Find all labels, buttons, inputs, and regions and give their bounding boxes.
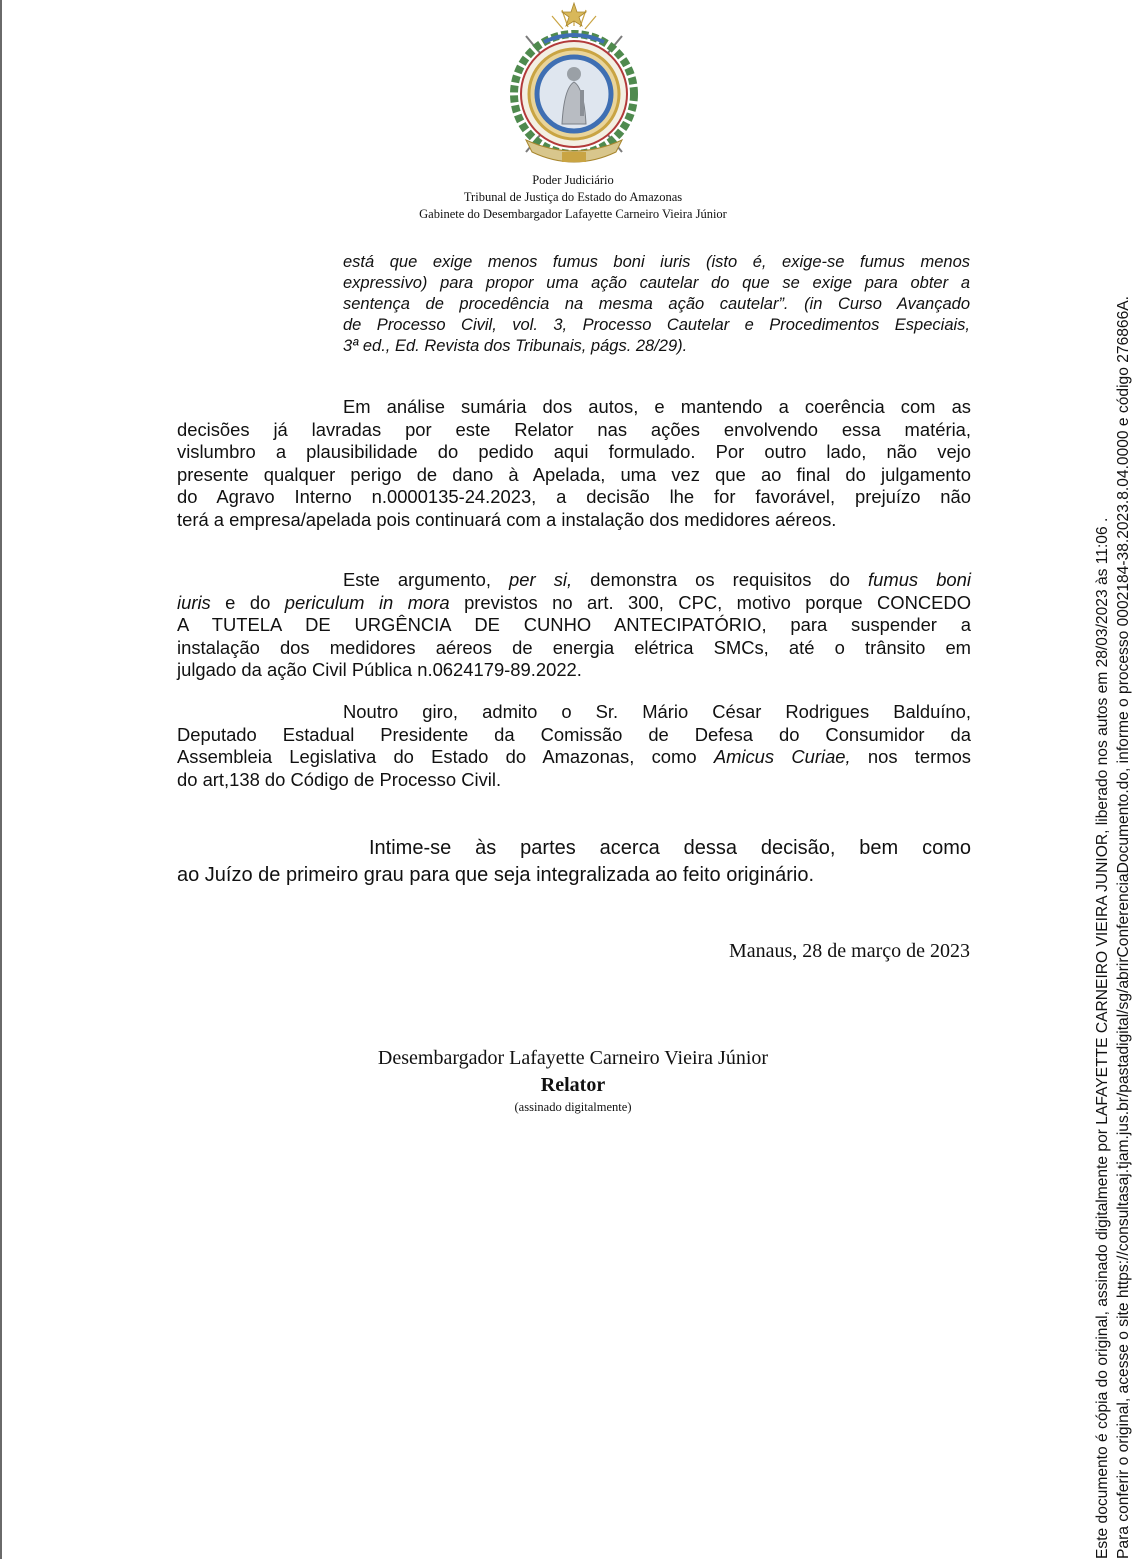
paragraph-line: Assembleia Legislativa do Estado do Amazonas, como Amicus Curiae, nos termos <box>177 746 971 768</box>
paragraph-analysis <box>177 396 971 532</box>
header-court-power: Poder Judiciário <box>532 173 614 187</box>
place-and-date: Manaus, 28 de março de 2023 <box>728 940 970 962</box>
quote-line: de Processo Civil, vol. 3, Processo Cautelar e Procedimentos Especiais, <box>343 316 970 334</box>
quote-line: 3ª ed., Ed. Revista dos Tribunais, págs. 28/29). <box>343 337 688 355</box>
header-office: Gabinete do Desembargador Lafayette Carneiro Vieira Júnior <box>419 207 727 221</box>
paragraph-line: julgado da ação Civil Pública n.0624179-89.2022. <box>177 659 582 681</box>
paragraph-line: presente qualquer perigo de dano à Apelada, uma vez que ao final do julgamento <box>177 463 971 485</box>
paragraph-line: instalação dos medidores aéreos de energia elétrica SMCs, até o trânsito em <box>177 636 971 658</box>
paragraph-line: Em análise sumária dos autos, e mantendo a coerência com as <box>343 396 971 417</box>
paragraph-line: ao Juízo de primeiro grau para que seja integralizada ao feito originário. <box>177 864 815 886</box>
paragraph-line: Deputado Estadual Presidente da Comissão de Defesa do Consumidor da <box>177 723 971 745</box>
paragraph-line: decisões já lavradas por este Relator nas ações envolvendo essa matéria, <box>177 418 971 440</box>
paragraph-line: terá a empresa/apelada pois continuará com a instalação dos medidores aéreos. <box>177 508 837 530</box>
paragraph-grant <box>177 569 971 682</box>
paragraph-notify <box>177 835 971 889</box>
paragraph-line: vislumbro a plausibilidade do pedido aqui formulado. Por outro lado, não vejo <box>177 441 971 463</box>
paragraph-line: Noutro giro, admito o Sr. Mário César Rodrigues Balduíno, <box>343 701 971 722</box>
page-edge-line <box>0 0 2 1559</box>
doctrine-quote <box>343 252 970 357</box>
quote-line: está que exige menos fumus boni iuris (isto é, exige-se fumus menos <box>343 253 970 271</box>
paragraph-line: iuris e do periculum in mora previstos no art. 300, CPC, motivo porque CONCEDO <box>177 591 972 613</box>
signatory-role: Relator <box>540 1074 606 1096</box>
quote-line: expressivo) para propor uma ação cautelar do que se exige para obter a <box>343 274 970 292</box>
side-note-line: Para conferir o original, acesse o site https://consultasaj.tjam.jus.br/pastadigital/sg/abrirConferenciaDocumento.do, informe o processo 0002184-38.2023.8.04.0000 e código 276866A. <box>1115 296 1132 1559</box>
side-note-line: Este documento é cópia do original, assinado digitalmente por LAFAYETTE CARNEIRO VIEIRA JUNIOR, liberado nos autos em 28/03/2023 às 11:06 . <box>1094 517 1111 1559</box>
coat-of-arms-seal-icon <box>504 2 644 172</box>
paragraph-line: A TUTELA DE URGÊNCIA DE CUNHO ANTECIPATÓRIO, para suspender a <box>177 614 971 636</box>
header-court-name: Tribunal de Justiça do Estado do Amazonas <box>463 190 683 204</box>
signatory-name: Desembargador Lafayette Carneiro Vieira Júnior <box>377 1047 769 1069</box>
authenticity-side-note <box>1092 169 1134 1559</box>
paragraph-line: Intime-se às partes acerca dessa decisão, bem como <box>369 837 971 859</box>
paragraph-line: Este argumento, per si, demonstra os requisitos do fumus boni <box>343 569 971 590</box>
paragraph-line: do Agravo Interno n.0000135-24.2023, a decisão lhe for favorável, prejuízo não <box>177 486 971 508</box>
quote-line: sentença de procedência na mesma ação cautelar”. (in Curso Avançado <box>343 295 970 313</box>
digital-signature-note: (assinado digitalmente) <box>514 1100 632 1114</box>
paragraph-amicus <box>177 701 971 791</box>
paragraph-line: do art,138 do Código de Processo Civil. <box>177 768 502 790</box>
